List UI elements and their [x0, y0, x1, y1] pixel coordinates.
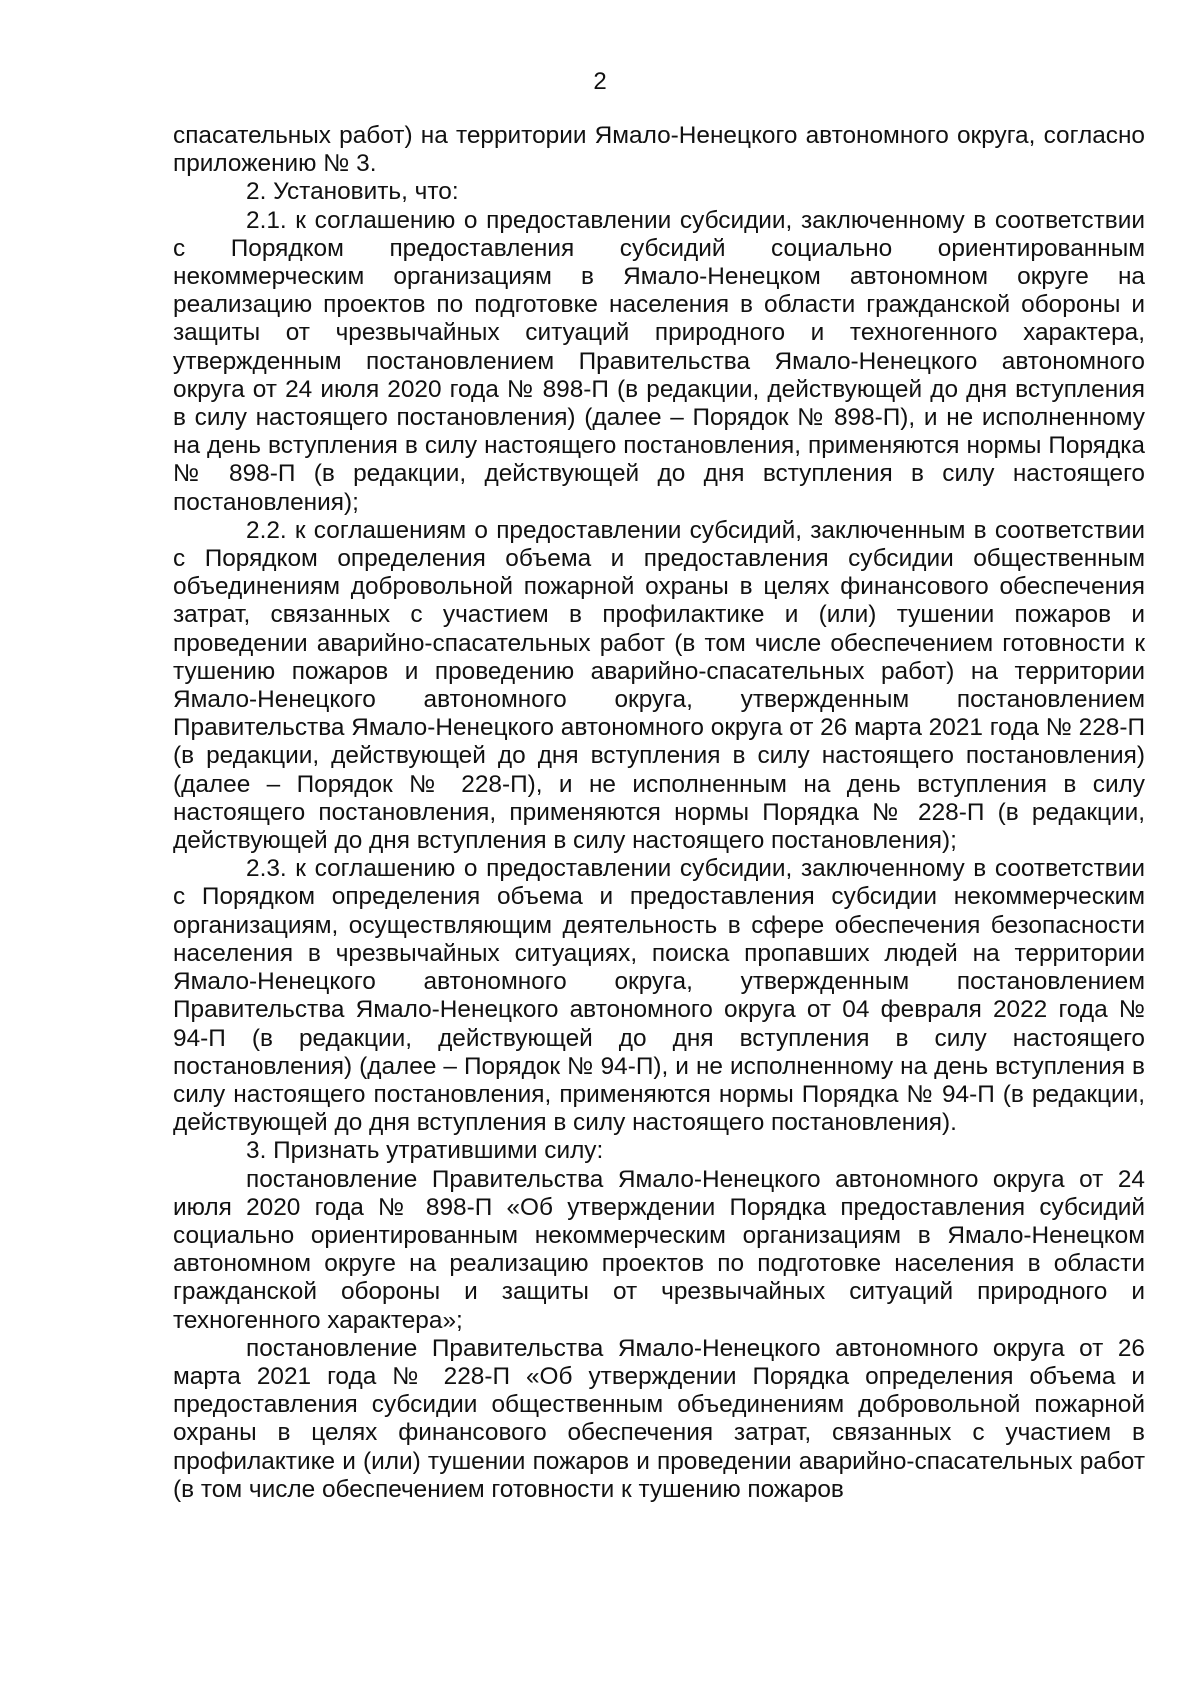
paragraph: 2. Установить, что: [246, 178, 459, 206]
paragraph: постановление Правительства Ямало-Ненецкого автономного округа от 26 марта 2021 года № 228-П «Об утверждении Порядка определения объема и предоставления субсидии общественным объединениям добровольной пожарной охраны в целях финансового обеспечения затрат, связанных с участием в профилактике и (или) тушении пожаров и проведении аварийно-спасательных работ (в том числе обеспечением готовности к тушению пожаров [173, 1334, 1145, 1503]
paragraph: 3. Признать утратившими силу: [246, 1137, 604, 1165]
page-number: 2 [593, 68, 607, 95]
paragraph: спасательных работ) на территории Ямало-Ненецкого автономного округа, согласно приложению № 3. [173, 122, 1145, 178]
paragraph: 2.2. к соглашениям о предоставлении субсидий, заключенным в соответствии с Порядком определения объема и предоставления субсидии общественным объединениям добровольной пожарной охраны в целях финансового обеспечения затрат, связанных с участием в профилактике и (или) тушении пожаров и проведении аварийно-спасательных работ (в том числе обеспечением готовности к тушению пожаров и проведению аварийно-спасательных работ) на территории Ямало-Ненецкого автономного округа, утвержденным постановлением Правительства Ямало-Ненецкого автономного округа от 26 марта 2021 года № 228-П (в редакции, действующей до дня вступления в силу настоящего постановления) (далее – Порядок № 228-П), и не исполненным на день вступления в силу настоящего постановления, применяются нормы Порядка № 228-П (в редакции, действующей до дня вступления в силу настоящего постановления); [173, 516, 1145, 855]
paragraph: 2.1. к соглашению о предоставлении субсидии, заключенному в соответствии с Порядком предоставления субсидий социально ориентированным некоммерческим организациям в Ямало-Ненецком автономном округе на реализацию проектов по подготовке населения в области гражданской обороны и защиты от чрезвычайных ситуаций природного и техногенного характера, утвержденным постановлением Правительства Ямало-Ненецкого автономного округа от 24 июля 2020 года № 898-П (в редакции, действующей до дня вступления в силу настоящего постановления) (далее – Порядок № 898-П), и не исполненному на день вступления в силу настоящего постановления, применяются нормы Порядка № 898-П (в редакции, действующей до дня вступления в силу настоящего постановления); [173, 206, 1145, 516]
paragraph: постановление Правительства Ямало-Ненецкого автономного округа от 24 июля 2020 года № 898-П «Об утверждении Порядка предоставления субсидий социально ориентированным некоммерческим организациям в Ямало-Ненецком автономном округе на реализацию проектов по подготовке населения в области гражданской обороны и защиты от чрезвычайных ситуаций природного и техногенного характера»; [173, 1165, 1145, 1334]
paragraph: 2.3. к соглашению о предоставлении субсидии, заключенному в соответствии с Порядком определения объема и предоставления субсидии некоммерческим организациям, осуществляющим деятельность в сфере обеспечения безопасности населения в чрезвычайных ситуациях, поиска пропавших людей на территории Ямало-Ненецкого автономного округа, утвержденным постановлением Правительства Ямало-Ненецкого автономного округа от 04 февраля 2022 года № 94-П (в редакции, действующей до дня вступления в силу настоящего постановления) (далее – Порядок № 94-П), и не исполненному на день вступления в силу настоящего постановления, применяются нормы Порядка № 94-П (в редакции, действующей до дня вступления в силу настоящего постановления). [173, 855, 1145, 1137]
document-body [173, 122, 1145, 1504]
